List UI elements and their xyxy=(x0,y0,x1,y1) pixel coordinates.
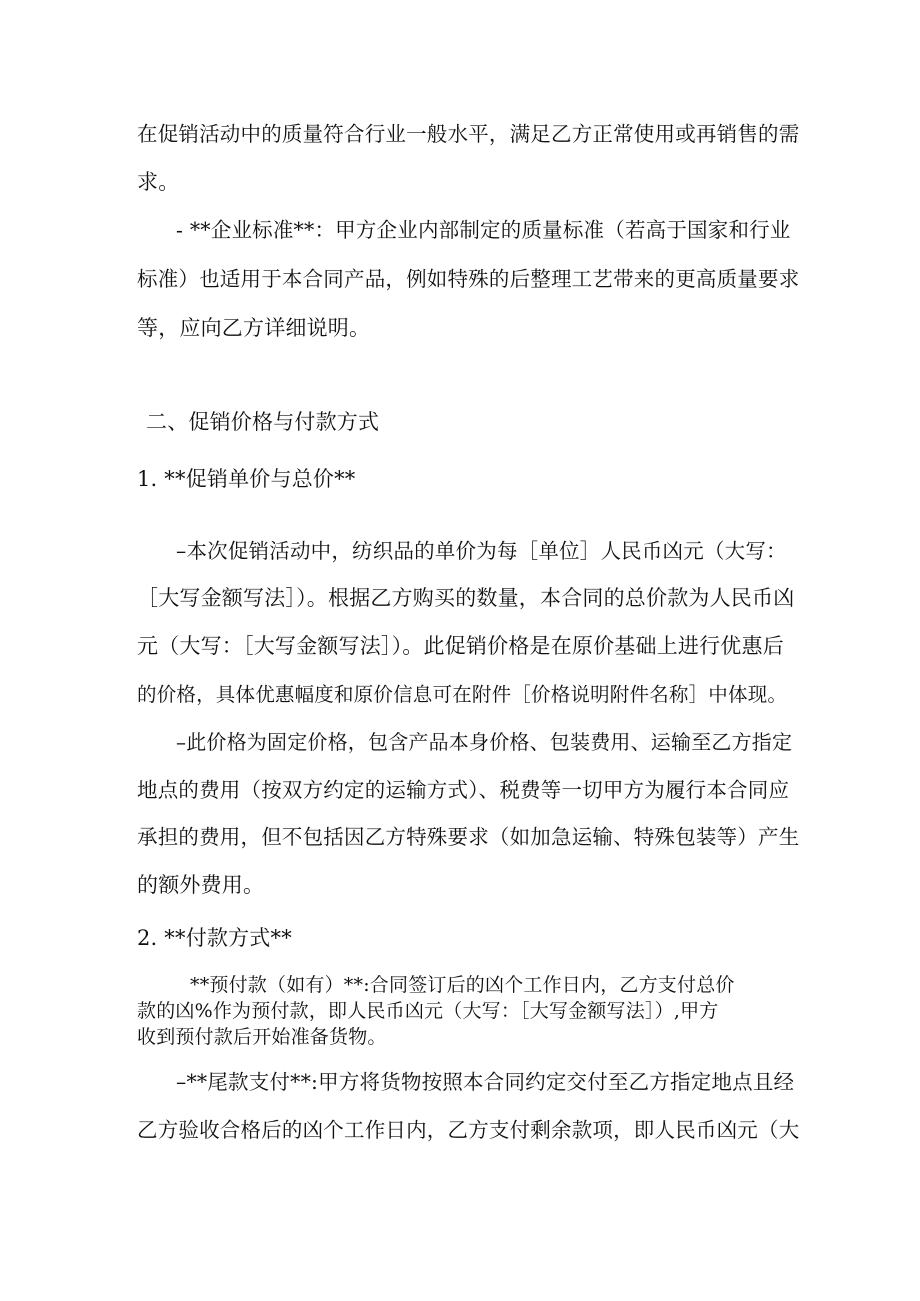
paragraph-line: 款的凶%作为预付款，即人民币凶元（大写：［大写金额写法］）,甲方 xyxy=(137,1000,719,1022)
paragraph-line: 求。 xyxy=(137,170,180,194)
paragraph-line: –此价格为固定价格，包含产品本身价格、包装费用、运输至乙方指定 xyxy=(176,730,793,754)
paragraph-line: 等，应向乙方详细说明。 xyxy=(137,316,371,340)
paragraph-line: - **企业标准**：甲方企业内部制定的质量标准（若高于国家和行业 xyxy=(176,218,791,242)
paragraph-line: –**尾款支付**:甲方将货物按照本合同约定交付至乙方指定地点且经 xyxy=(176,1070,795,1094)
item-heading: 2. **付款方式** xyxy=(137,926,292,950)
paragraph-line: 乙方验收合格后的凶个工作日内，乙方支付剩余款项，即人民币凶元（大 xyxy=(137,1118,800,1142)
paragraph-line: 收到预付款后开始准备货物。 xyxy=(137,1026,387,1048)
paragraph-line: 元（大写：［大写金额写法］）。此促销价格是在原价基础上进行优惠后 xyxy=(137,634,784,658)
item-heading: 1. **促销单价与总价** xyxy=(137,467,356,491)
paragraph-line: ［大写金额写法］）。根据乙方购买的数量，本合同的总价款为人民币凶 xyxy=(137,586,795,610)
paragraph-line: 地点的费用（按双方约定的运输方式）、税费等一切甲方为履行本合同应 xyxy=(137,778,790,802)
paragraph-line: 的价格，具体优惠幅度和原价信息可在附件［价格说明附件名称］中体现。 xyxy=(137,683,788,706)
paragraph-line: –本次促销活动中，纺织品的单价为每［单位］人民币凶元（大写： xyxy=(176,539,787,563)
paragraph-line: 承担的费用，但不包括因乙方特殊要求（如加急运输、特殊包装等）产生 xyxy=(137,825,800,849)
paragraph-line: **预付款（如有）**:合同签订后的凶个工作日内，乙方支付总价 xyxy=(190,974,735,996)
paragraph-line: 在促销活动中的质量符合行业一般水平，满足乙方正常使用或再销售的需 xyxy=(137,122,800,146)
section-heading: 二、促销价格与付款方式 xyxy=(146,410,380,434)
paragraph-line: 的额外费用。 xyxy=(137,873,265,897)
paragraph-line: 标准）也适用于本合同产品，例如特殊的后整理工艺带来的更高质量要求 xyxy=(137,267,800,291)
